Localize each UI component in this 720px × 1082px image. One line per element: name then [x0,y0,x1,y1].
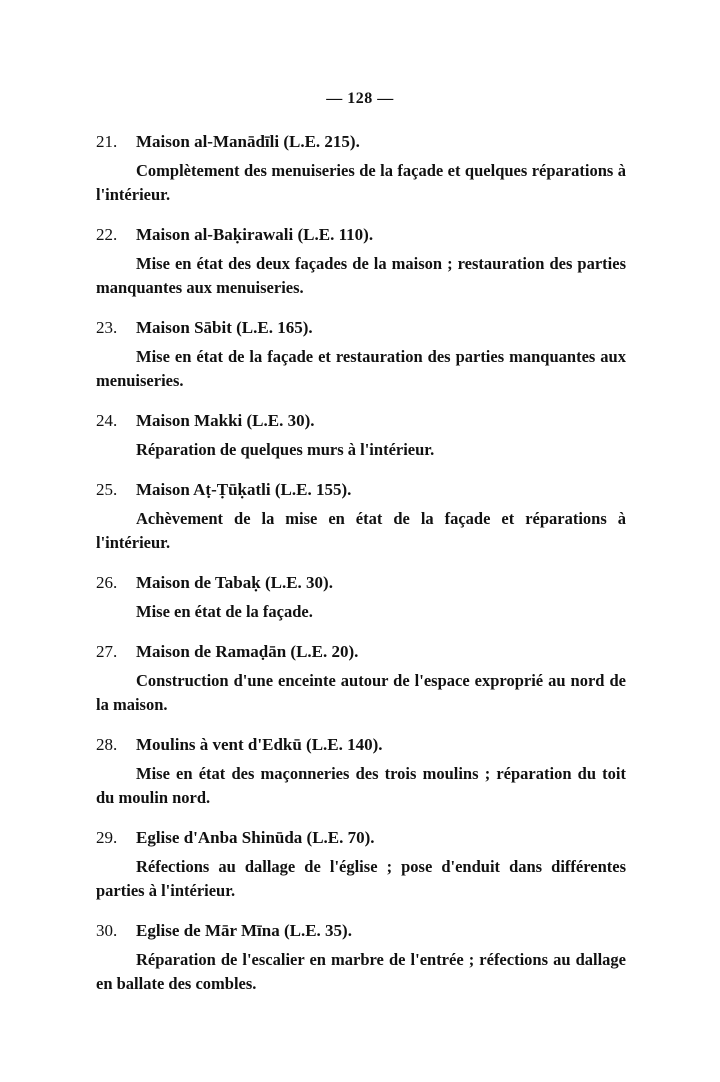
list-item [96,221,626,300]
list-item [96,824,626,903]
entry-number: 29. [96,828,118,847]
entry-title: Eglise d'Anba Shinūda (L.E. 70). [136,828,375,847]
entry-heading [96,407,626,435]
entry-number: 24. [96,411,118,430]
entry-description: Achèvement de la mise en état de la façade et réparations à l'intérieur. [96,509,626,552]
list-item [96,314,626,393]
entry-description: Mise en état des deux façades de la maison ; restauration des parties manquantes aux menuiseries. [96,254,626,297]
entry-title: Moulins à vent d'Edkū (L.E. 140). [136,735,383,754]
entry-heading [96,638,626,666]
entry-description: Réparation de quelques murs à l'intérieur. [136,440,435,459]
entry-title: Maison Aṭ-Ṭūḳatli (L.E. 155). [136,480,352,499]
entry-description: Mise en état de la façade. [136,602,313,621]
entry-heading [96,731,626,759]
list-item [96,917,626,996]
entry-number: 28. [96,735,118,754]
entry-title: Maison de Tabaḳ (L.E. 30). [136,573,333,592]
entry-number: 22. [96,225,118,244]
entry-description: Réfections au dallage de l'église ; pose d'enduit dans différentes parties à l'intérieur. [96,857,626,900]
entry-title: Eglise de Mār Mīna (L.E. 35). [136,921,352,940]
entry-heading [96,314,626,342]
entry-number: 25. [96,480,118,499]
entry-number: 27. [96,642,118,661]
entry-description: Complètement des menuiseries de la façade et quelques réparations à l'intérieur. [96,161,626,204]
list-item [96,407,626,462]
list-item [96,638,626,717]
entry-title: Maison de Ramaḍān (L.E. 20). [136,642,359,661]
entry-heading [96,221,626,249]
entry-title: Maison Makki (L.E. 30). [136,411,315,430]
page-number: — 128 — [326,90,394,107]
entry-heading [96,917,626,945]
entry-number: 30. [96,921,118,940]
entry-number: 26. [96,573,118,592]
entry-heading [96,476,626,504]
entry-title: Maison al-Baḳirawali (L.E. 110). [136,225,374,244]
entry-number: 21. [96,132,118,151]
entry-number: 23. [96,318,118,337]
entry-heading [96,824,626,852]
entry-description: Réparation de l'escalier en marbre de l'entrée ; réfections au dallage en ballate des combles. [96,950,626,993]
list-item [96,731,626,810]
entry-list [96,128,626,996]
list-item [96,128,626,207]
entry-heading [96,569,626,597]
entry-title: Maison Sābit (L.E. 165). [136,318,313,337]
entry-description: Construction d'une enceinte autour de l'espace exproprié au nord de la maison. [96,671,626,714]
list-item [96,476,626,555]
entry-description: Mise en état des maçonneries des trois moulins ; réparation du toit du moulin nord. [96,764,626,807]
entry-heading [96,128,626,156]
list-item [96,569,626,624]
entry-description: Mise en état de la façade et restauration des parties manquantes aux menuiseries. [96,347,626,390]
entry-title: Maison al-Manādīli (L.E. 215). [136,132,360,151]
